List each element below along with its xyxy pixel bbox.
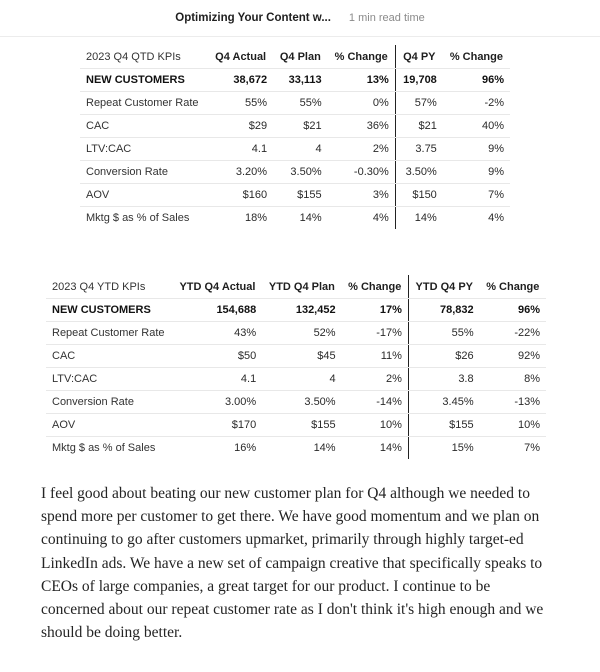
- table-cell: 96%: [480, 299, 546, 322]
- table-cell: 4%: [372, 212, 389, 224]
- row-label: NEW CUSTOMERS: [80, 69, 208, 92]
- table-cell: 96%: [443, 69, 510, 92]
- table-cell: 52%: [262, 322, 341, 345]
- row-label: CAC: [46, 345, 173, 368]
- column-header: % Change: [342, 275, 409, 299]
- table-cell: $45: [262, 345, 341, 368]
- table-row: [80, 92, 510, 115]
- table-cell: $155: [408, 414, 479, 437]
- ytd-table-body: [46, 299, 546, 460]
- table-cell: 4.1: [208, 138, 273, 161]
- qtd-kpi-table: [80, 45, 510, 229]
- ytd-kpi-table: [46, 275, 546, 459]
- table-cell: 3.8: [408, 368, 479, 391]
- table-cell: 15%: [408, 437, 479, 460]
- table-cell: $155: [262, 414, 341, 437]
- table-cell: 13%: [328, 69, 396, 92]
- table-cell: 14%: [395, 207, 443, 230]
- row-label: Repeat Customer Rate: [46, 322, 173, 345]
- article-title[interactable]: Optimizing Your Content w...: [175, 12, 331, 24]
- column-header: Q4 PY: [395, 45, 443, 69]
- table-cell: -0.30%: [328, 161, 396, 184]
- column-header: % Change: [480, 275, 546, 299]
- table-row: [46, 322, 546, 345]
- column-header: 2023 Q4 QTD KPIs: [80, 45, 208, 69]
- table-cell: 4%: [488, 212, 504, 224]
- table-cell: 14%: [379, 442, 402, 454]
- table-row: [46, 391, 546, 414]
- table-cell: 40%: [443, 115, 510, 138]
- table-cell: 16%: [234, 442, 257, 454]
- table-header-row: [46, 275, 546, 299]
- table-cell: 4.1: [173, 368, 263, 391]
- table-row: [46, 299, 546, 322]
- column-header: % Change: [328, 45, 396, 69]
- row-label: Mktg $ as % of Sales: [86, 212, 190, 224]
- table-cell: 0%: [328, 92, 396, 115]
- table-cell: 10%: [480, 414, 546, 437]
- table-cell: 2%: [342, 368, 409, 391]
- column-header: YTD Q4 PY: [408, 275, 479, 299]
- table-cell: $50: [173, 345, 263, 368]
- table-cell: 3.50%: [395, 161, 443, 184]
- table-cell: 9%: [443, 138, 510, 161]
- table-cell: 55%: [273, 92, 328, 115]
- table-cell: $160: [208, 184, 273, 207]
- table-cell: 14%: [313, 442, 336, 454]
- table-cell: 57%: [395, 92, 443, 115]
- table-cell: 8%: [480, 368, 546, 391]
- table-cell: 3.00%: [173, 391, 263, 414]
- row-label: LTV:CAC: [80, 138, 208, 161]
- table-cell: 36%: [328, 115, 396, 138]
- row-label: Repeat Customer Rate: [80, 92, 208, 115]
- table-cell: 2%: [328, 138, 396, 161]
- table-cell: 17%: [342, 299, 409, 322]
- table-row: [80, 115, 510, 138]
- table-cell: -22%: [480, 322, 546, 345]
- row-label: Mktg $ as % of Sales: [52, 442, 156, 454]
- table-cell: 7%: [443, 184, 510, 207]
- row-label: CAC: [80, 115, 208, 138]
- table-cell: 18%: [245, 212, 268, 224]
- table-row: [80, 161, 510, 184]
- table-cell: -14%: [342, 391, 409, 414]
- table-cell: 14%: [299, 212, 322, 224]
- row-label: Conversion Rate: [80, 161, 208, 184]
- table-cell: 43%: [173, 322, 263, 345]
- row-label: AOV: [46, 414, 173, 437]
- table-cell: $21: [273, 115, 328, 138]
- ytd-table-header: [46, 275, 546, 299]
- table-cell: 10%: [342, 414, 409, 437]
- table-cell: -13%: [480, 391, 546, 414]
- table-cell: 78,832: [408, 299, 479, 322]
- table-cell: $155: [273, 184, 328, 207]
- table-cell: $26: [408, 345, 479, 368]
- column-header: % Change: [443, 45, 510, 69]
- table-header-row: [80, 45, 510, 69]
- table-cell: 11%: [342, 345, 409, 368]
- table-cell: 7%: [524, 442, 540, 454]
- row-label: Conversion Rate: [46, 391, 173, 414]
- row-label: NEW CUSTOMERS: [46, 299, 173, 322]
- table-cell: 55%: [408, 322, 479, 345]
- table-cell: $29: [208, 115, 273, 138]
- table-cell: 9%: [443, 161, 510, 184]
- article-paragraph: I feel good about beating our new customer plan for Q4 although we needed to spend more per customer to get there. We have good momentum and we plan on continuing to go after customers upmarket, primarily through highly target-ed LinkedIn ads. We have a new set of campaign creative that specifically speaks to CEOs of large companies, a great target for our product. I continue to be concerned about our repeat customer rate as I don't think it's high enough and we should be doing better.: [41, 485, 544, 642]
- column-header: YTD Q4 Plan: [262, 275, 341, 299]
- row-label: LTV:CAC: [46, 368, 173, 391]
- table-cell: 33,113: [273, 69, 328, 92]
- read-time: 1 min read time: [348, 12, 425, 24]
- table-cell: 132,452: [262, 299, 341, 322]
- table-cell: 92%: [480, 345, 546, 368]
- top-bar: [0, 0, 600, 37]
- table-row: [46, 345, 546, 368]
- table-cell: 3.50%: [262, 391, 341, 414]
- table-cell: 19,708: [395, 69, 443, 92]
- table-cell: 38,672: [208, 69, 273, 92]
- table-cell: 3%: [328, 184, 396, 207]
- column-header: 2023 Q4 YTD KPIs: [46, 275, 173, 299]
- table-cell: 3.50%: [273, 161, 328, 184]
- table-cell: $21: [395, 115, 443, 138]
- table-row: [80, 184, 510, 207]
- table-cell: 4: [273, 138, 328, 161]
- table-cell: 154,688: [173, 299, 263, 322]
- table-cell: 3.45%: [408, 391, 479, 414]
- table-row: [80, 69, 510, 92]
- column-header: Q4 Actual: [208, 45, 273, 69]
- table-row: [46, 414, 546, 437]
- table-cell: 4: [262, 368, 341, 391]
- table-row: [80, 138, 510, 161]
- table-row: [46, 368, 546, 391]
- row-label: AOV: [80, 184, 208, 207]
- table-cell: 3.20%: [208, 161, 273, 184]
- table-cell: 3.75: [395, 138, 443, 161]
- table-cell: -2%: [443, 92, 510, 115]
- qtd-table-body: [80, 69, 510, 230]
- table-cell: -17%: [342, 322, 409, 345]
- column-header: Q4 Plan: [273, 45, 328, 69]
- table-row: [46, 437, 546, 460]
- column-header: YTD Q4 Actual: [173, 275, 263, 299]
- table-cell: $150: [395, 184, 443, 207]
- table-cell: 55%: [208, 92, 273, 115]
- table-row: [80, 207, 510, 230]
- qtd-table-header: [80, 45, 510, 69]
- table-cell: $170: [173, 414, 263, 437]
